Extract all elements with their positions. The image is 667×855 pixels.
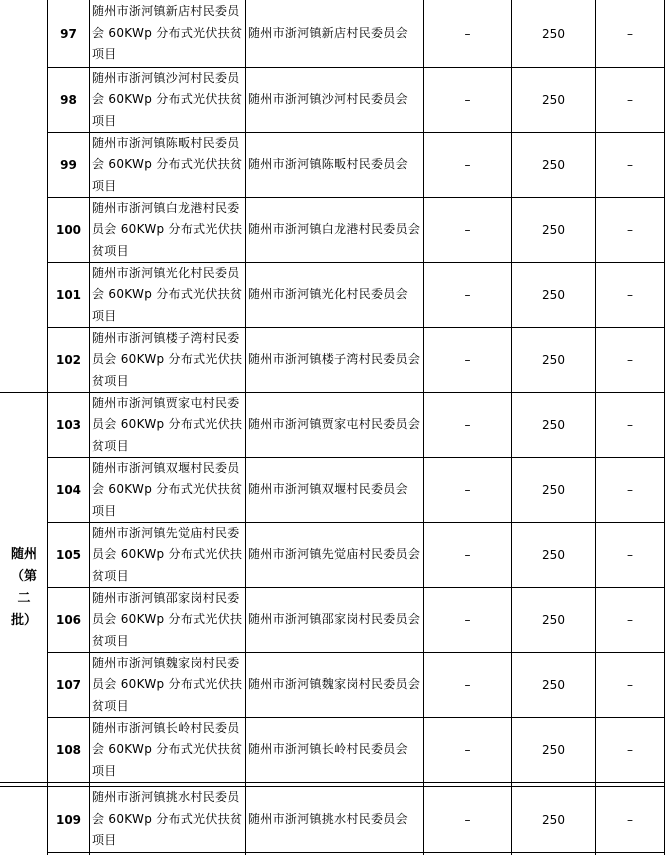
row-number xyxy=(48,328,89,392)
capacity-cell xyxy=(512,393,595,457)
capacity-cell-text: 250 xyxy=(542,158,565,172)
row-divider xyxy=(47,852,665,853)
owner-unit-text: 随州市浙河镇魏家岗村民委员会 xyxy=(248,677,421,692)
value-cell-text: – xyxy=(464,812,471,827)
value-cell-text: – xyxy=(627,223,633,237)
capacity-cell-text: 250 xyxy=(542,223,565,237)
owner-unit-text: 随州市浙河镇光化村民委员会 xyxy=(248,287,408,302)
value-cell-text: – xyxy=(464,93,471,107)
row-number-text: 98 xyxy=(60,93,77,107)
row-number xyxy=(48,588,89,652)
capacity-cell xyxy=(512,787,595,852)
capacity-cell-text: 250 xyxy=(542,812,565,827)
value-cell xyxy=(596,787,664,852)
capacity-cell xyxy=(512,653,595,717)
project-name xyxy=(90,393,245,457)
capacity-cell xyxy=(512,718,595,782)
value-cell xyxy=(596,263,664,327)
value-cell xyxy=(596,198,664,262)
value-cell-text: – xyxy=(464,613,471,627)
value-cell-text: – xyxy=(464,418,471,432)
value-cell xyxy=(596,393,664,457)
project-name-text: 随州市浙河镇贾家屯村民委员会 60KWp 分布式光伏扶贫项目 xyxy=(92,395,243,453)
value-cell xyxy=(424,588,511,652)
value-cell-text: – xyxy=(627,418,633,432)
value-cell xyxy=(596,458,664,522)
value-cell-text: – xyxy=(627,548,633,562)
value-cell-text: – xyxy=(464,743,471,757)
value-cell xyxy=(424,133,511,197)
row-number-text: 100 xyxy=(55,223,82,237)
row-number xyxy=(48,133,89,197)
capacity-cell-text: 250 xyxy=(542,26,565,41)
value-cell-text: – xyxy=(627,158,633,172)
value-cell-text: – xyxy=(627,678,633,692)
project-name xyxy=(90,263,245,327)
project-name-text: 随州市浙河镇沙河村民委员会 60KWp 分布式光伏扶贫项目 xyxy=(92,70,243,128)
value-cell xyxy=(424,328,511,392)
project-name xyxy=(90,653,245,717)
value-cell-text: – xyxy=(464,548,471,562)
capacity-cell-text: 250 xyxy=(542,548,565,562)
value-cell xyxy=(424,653,511,717)
capacity-cell-text: 250 xyxy=(542,288,565,302)
owner-unit-text: 随州市浙河镇贾家屯村民委员会 xyxy=(248,417,421,432)
owner-unit xyxy=(246,198,423,262)
owner-unit xyxy=(246,0,423,67)
value-cell xyxy=(596,0,664,67)
project-name xyxy=(90,328,245,392)
value-cell-text: – xyxy=(464,678,471,692)
value-cell-text: – xyxy=(464,483,471,497)
project-name xyxy=(90,0,245,67)
value-cell xyxy=(596,653,664,717)
project-name xyxy=(90,68,245,132)
project-name-text: 随州市浙河镇魏家岗村民委员会 60KWp 分布式光伏扶贫项目 xyxy=(92,655,243,713)
row-number xyxy=(48,718,89,782)
value-cell xyxy=(424,787,511,852)
value-cell-text: – xyxy=(627,483,633,497)
project-name-text: 随州市浙河镇长岭村民委员会 60KWp 分布式光伏扶贫项目 xyxy=(92,720,243,778)
capacity-cell xyxy=(512,68,595,132)
capacity-cell xyxy=(512,458,595,522)
row-number-text: 103 xyxy=(55,418,82,432)
value-cell xyxy=(424,198,511,262)
project-name xyxy=(90,787,245,852)
owner-unit-text: 随州市浙河镇白龙港村民委员会 xyxy=(248,222,421,237)
capacity-cell-text: 250 xyxy=(542,353,565,367)
row-number-text: 104 xyxy=(55,483,82,497)
value-cell xyxy=(424,0,511,67)
project-name-text: 随州市浙河镇先觉庙村民委员会 60KWp 分布式光伏扶贫项目 xyxy=(92,525,243,583)
project-name-text: 随州市浙河镇光化村民委员会 60KWp 分布式光伏扶贫项目 xyxy=(92,265,243,323)
value-cell-text: – xyxy=(627,812,633,827)
value-cell xyxy=(596,68,664,132)
owner-unit-text: 随州市浙河镇先觉庙村民委员会 xyxy=(248,547,421,562)
row-number xyxy=(48,393,89,457)
owner-unit xyxy=(246,68,423,132)
project-name-text: 随州市浙河镇陈畈村民委员会 60KWp 分布式光伏扶贫项目 xyxy=(92,135,243,193)
owner-unit xyxy=(246,653,423,717)
row-number-text: 101 xyxy=(55,288,82,302)
row-number-text: 105 xyxy=(55,548,82,562)
row-number-text: 106 xyxy=(55,613,82,627)
region-label-text: 随州（第二批） xyxy=(10,546,37,628)
value-cell xyxy=(596,718,664,782)
project-name xyxy=(90,588,245,652)
capacity-cell xyxy=(512,588,595,652)
owner-unit-text: 随州市浙河镇邵家岗村民委员会 xyxy=(248,612,421,627)
row-number xyxy=(48,458,89,522)
owner-unit-text: 随州市浙河镇楼子湾村民委员会 xyxy=(248,352,421,367)
project-name xyxy=(90,458,245,522)
capacity-cell xyxy=(512,0,595,67)
region-label xyxy=(1,393,47,782)
row-number-text: 97 xyxy=(60,26,77,41)
capacity-cell xyxy=(512,263,595,327)
row-number-text: 107 xyxy=(55,678,82,692)
owner-unit xyxy=(246,133,423,197)
value-cell xyxy=(424,263,511,327)
owner-unit-text: 随州市浙河镇陈畈村民委员会 xyxy=(248,157,408,172)
value-cell xyxy=(424,458,511,522)
capacity-cell-text: 250 xyxy=(542,613,565,627)
value-cell-text: – xyxy=(464,223,471,237)
owner-unit-text: 随州市浙河镇双堰村民委员会 xyxy=(248,482,408,497)
row-number xyxy=(48,263,89,327)
owner-unit-text: 随州市浙河镇沙河村民委员会 xyxy=(248,92,408,107)
owner-unit xyxy=(246,588,423,652)
owner-unit xyxy=(246,458,423,522)
value-cell xyxy=(424,718,511,782)
project-name xyxy=(90,198,245,262)
owner-unit xyxy=(246,328,423,392)
project-name-text: 随州市浙河镇新店村民委员会 60KWp 分布式光伏扶贫项目 xyxy=(92,4,243,62)
project-name xyxy=(90,718,245,782)
column-divider xyxy=(664,0,665,855)
capacity-cell-text: 250 xyxy=(542,93,565,107)
value-cell-text: – xyxy=(627,613,633,627)
row-number xyxy=(48,523,89,587)
value-cell-text: – xyxy=(627,93,633,107)
value-cell-text: – xyxy=(464,288,471,302)
value-cell-text: – xyxy=(464,158,471,172)
row-number-text: 108 xyxy=(55,743,82,757)
row-number xyxy=(48,198,89,262)
row-number-text: 99 xyxy=(60,158,77,172)
owner-unit xyxy=(246,393,423,457)
capacity-cell-text: 250 xyxy=(542,743,565,757)
value-cell-text: – xyxy=(627,353,633,367)
owner-unit xyxy=(246,787,423,852)
capacity-cell xyxy=(512,133,595,197)
capacity-cell xyxy=(512,523,595,587)
row-number xyxy=(48,787,89,852)
project-name xyxy=(90,523,245,587)
value-cell-text: – xyxy=(464,26,471,41)
value-cell xyxy=(596,328,664,392)
row-number xyxy=(48,68,89,132)
value-cell xyxy=(596,588,664,652)
value-cell xyxy=(424,523,511,587)
owner-unit-text: 随州市浙河镇新店村民委员会 xyxy=(248,25,408,40)
capacity-cell-text: 250 xyxy=(542,678,565,692)
owner-unit xyxy=(246,523,423,587)
project-name-text: 随州市浙河镇挑水村民委员会 60KWp 分布式光伏扶贫项目 xyxy=(92,790,243,848)
project-name-text: 随州市浙河镇楼子湾村民委员会 60KWp 分布式光伏扶贫项目 xyxy=(92,330,243,388)
owner-unit-text: 随州市浙河镇挑水村民委员会 xyxy=(248,811,408,826)
row-number-text: 102 xyxy=(55,353,82,367)
value-cell xyxy=(596,523,664,587)
project-name-text: 随州市浙河镇双堰村民委员会 60KWp 分布式光伏扶贫项目 xyxy=(92,460,243,518)
owner-unit-text: 随州市浙河镇长岭村民委员会 xyxy=(248,742,408,757)
owner-unit xyxy=(246,718,423,782)
project-name-text: 随州市浙河镇邵家岗村民委员会 60KWp 分布式光伏扶贫项目 xyxy=(92,590,243,648)
owner-unit xyxy=(246,263,423,327)
value-cell-text: – xyxy=(627,288,633,302)
value-cell xyxy=(424,393,511,457)
value-cell xyxy=(424,68,511,132)
capacity-cell xyxy=(512,198,595,262)
row-number xyxy=(48,653,89,717)
row-number xyxy=(48,0,89,67)
value-cell-text: – xyxy=(627,743,633,757)
capacity-cell-text: 250 xyxy=(542,418,565,432)
capacity-cell-text: 250 xyxy=(542,483,565,497)
row-number-text: 109 xyxy=(55,812,82,827)
capacity-cell xyxy=(512,328,595,392)
project-name xyxy=(90,133,245,197)
value-cell-text: – xyxy=(464,353,471,367)
value-cell xyxy=(596,133,664,197)
value-cell-text: – xyxy=(627,26,633,41)
project-name-text: 随州市浙河镇白龙港村民委员会 60KWp 分布式光伏扶贫项目 xyxy=(92,200,243,258)
